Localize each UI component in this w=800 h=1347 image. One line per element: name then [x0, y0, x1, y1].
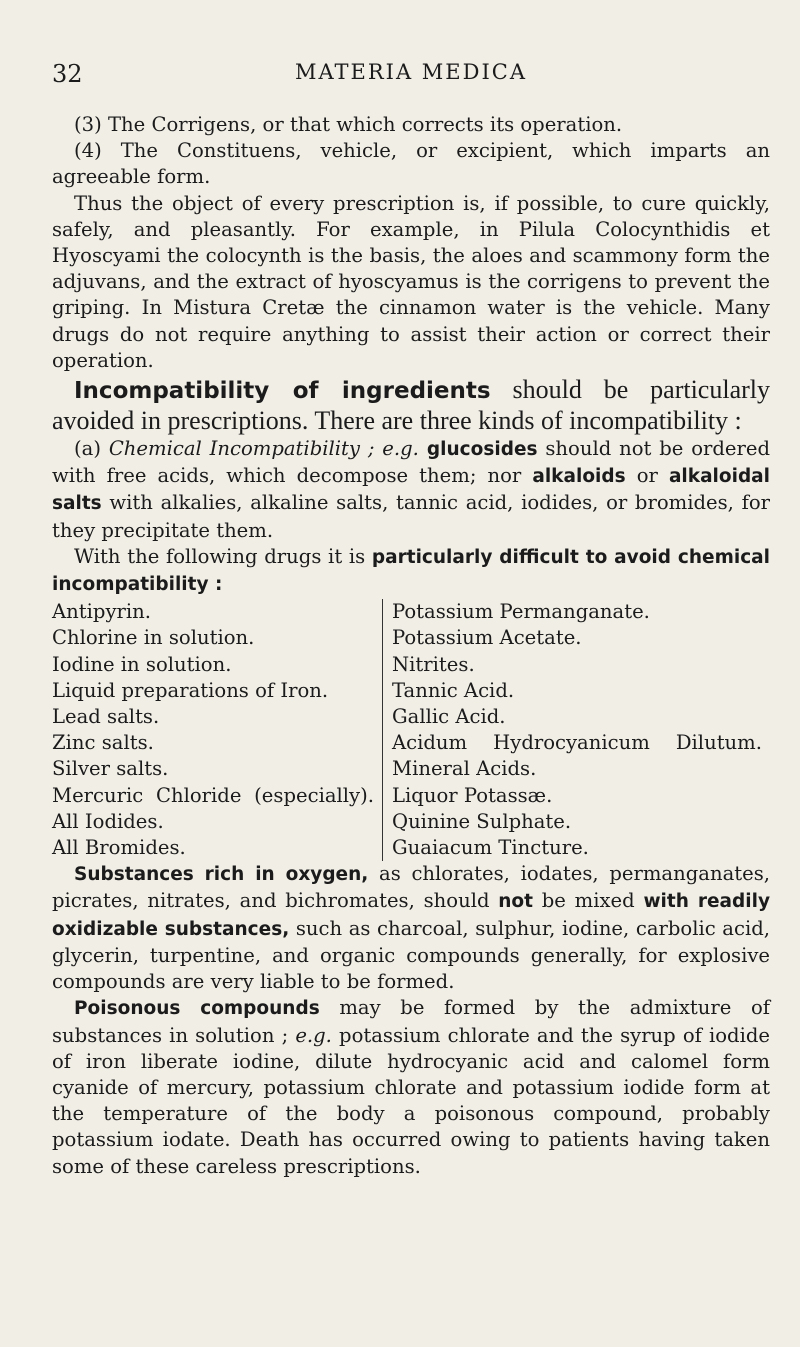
list-item: Mineral Acids.: [392, 757, 537, 781]
paragraph-object-of-prescription: Thus the object of every prescription is, if possible, to cure quickly, safely, and pleasantly. For example, in Pilula Colocynthidis et Hyoscyami the colocynth is the basis, the aloes and scammony form the adjuvans, and the extract of hyoscyamus is the corrigens to prevent the griping. In Mistura Cretæ the cinnamon water is the vehicle. Many drugs do not require anything to assist their action or correct their operation.: [52, 191, 770, 372]
list-item: Iodine in solution.: [52, 652, 232, 676]
list-item: Gallic Acid.: [392, 705, 506, 729]
not-bold: not: [498, 891, 533, 913]
incompatibility-bold: Incompatibility of ingredients: [74, 378, 491, 405]
paragraph-difficult-drugs: [52, 544, 770, 598]
drug-list-left: [52, 599, 382, 861]
list-item: Silver salts.: [52, 757, 169, 781]
drug-list-right: [382, 599, 762, 861]
list-item: Chlorine in solution.: [52, 626, 255, 650]
list-item: All Bromides.: [52, 836, 186, 860]
page-body: [52, 112, 770, 1180]
list-item: Acidum Hydrocyanicum Dilutum.: [392, 731, 762, 755]
list-item: Zinc salts.: [52, 731, 154, 755]
list-item: Lead salts.: [52, 705, 160, 729]
list-item: Potassium Acetate.: [392, 626, 582, 650]
list-item: Mercuric Chloride (especially).: [52, 783, 374, 807]
text-run: may be formed by the admixture of substances in solution ;: [52, 996, 770, 1047]
incompatibility-text: should be particularly avoided in prescriptions. There are three kinds of incompatibility :: [52, 375, 770, 436]
page-number: 32: [52, 60, 83, 88]
paragraph-oxygen-substances: [52, 861, 770, 995]
text-run: potassium chlorate and the syrup of iodide of iron liberate iodine, dilute hydrocyanic acid and calomel form cyanide of mercury, potassium chlorate and potassium iodide form at the temperature of the body a poisonous compound, probably potassium iodate. Death has occurred owing to patients having taken some of these careless prescriptions.: [52, 1023, 771, 1178]
glucosides-bold: glucosides: [418, 439, 538, 461]
oxygen-bold: Substances rich in oxygen,: [74, 864, 369, 886]
page-header: [52, 60, 770, 100]
alkaloidal-salts-bold: alkaloidal salts: [52, 466, 771, 515]
list-item: All Iodides.: [52, 809, 164, 833]
text-run: with alkalies, alkaline salts, tannic acid, iodides, or bromides, for they precipitate them.: [52, 491, 770, 542]
text-run: should not be ordered with free acids, which decompose them; nor: [52, 437, 771, 488]
list-item: Quinine Sulphate.: [392, 809, 572, 833]
paragraph-poisonous-compounds: [52, 995, 770, 1179]
text-run: be mixed: [533, 889, 644, 913]
list-item: Potassium Permanganate.: [392, 600, 650, 624]
list-item: Antipyrin.: [52, 600, 152, 624]
text-run: With the following drugs it is: [74, 544, 372, 568]
drug-list: [52, 599, 770, 861]
list-item: Liquor Potassæ.: [392, 783, 553, 807]
difficult-bold: particularly difficult to avoid chemical incompatibility :: [52, 546, 770, 596]
oxidizable-bold: with readily oxidizable substances,: [52, 891, 771, 940]
chemical-incompatibility-italic: Chemical Incompatibility ; e.g.: [108, 437, 419, 461]
alkaloids-bold: alkaloids: [532, 466, 626, 488]
list-item: Guaiacum Tincture.: [392, 836, 589, 860]
poisonous-bold: Poisonous compounds: [74, 998, 320, 1020]
item-marker: (a): [74, 437, 109, 461]
text-run: as chlorates, iodates, permanganates, picrates, nitrates, and bichromates, should: [52, 862, 770, 913]
text-run: such as charcoal, sulphur, iodine, carbolic acid, glycerin, turpentine, and organic compounds generally, for explosive compounds are very liable to be formed.: [52, 916, 770, 994]
paragraph-incompatibility-heading: [52, 375, 770, 436]
paragraph-constituens: (4) The Constituens, vehicle, or excipient, which imparts an agreeable form.: [52, 139, 770, 189]
list-item: Liquid preparations of Iron.: [52, 678, 329, 702]
running-title: MATERIA MEDICA: [294, 60, 527, 84]
paragraph-corrigens: (3) The Corrigens, or that which corrects its operation.: [74, 113, 623, 136]
eg-italic: e.g.: [295, 1023, 332, 1047]
list-item: Tannic Acid.: [392, 678, 515, 702]
text-run: or: [625, 464, 669, 488]
list-item: Nitrites.: [392, 652, 475, 676]
paragraph-chemical-incompatibility: [52, 436, 770, 544]
